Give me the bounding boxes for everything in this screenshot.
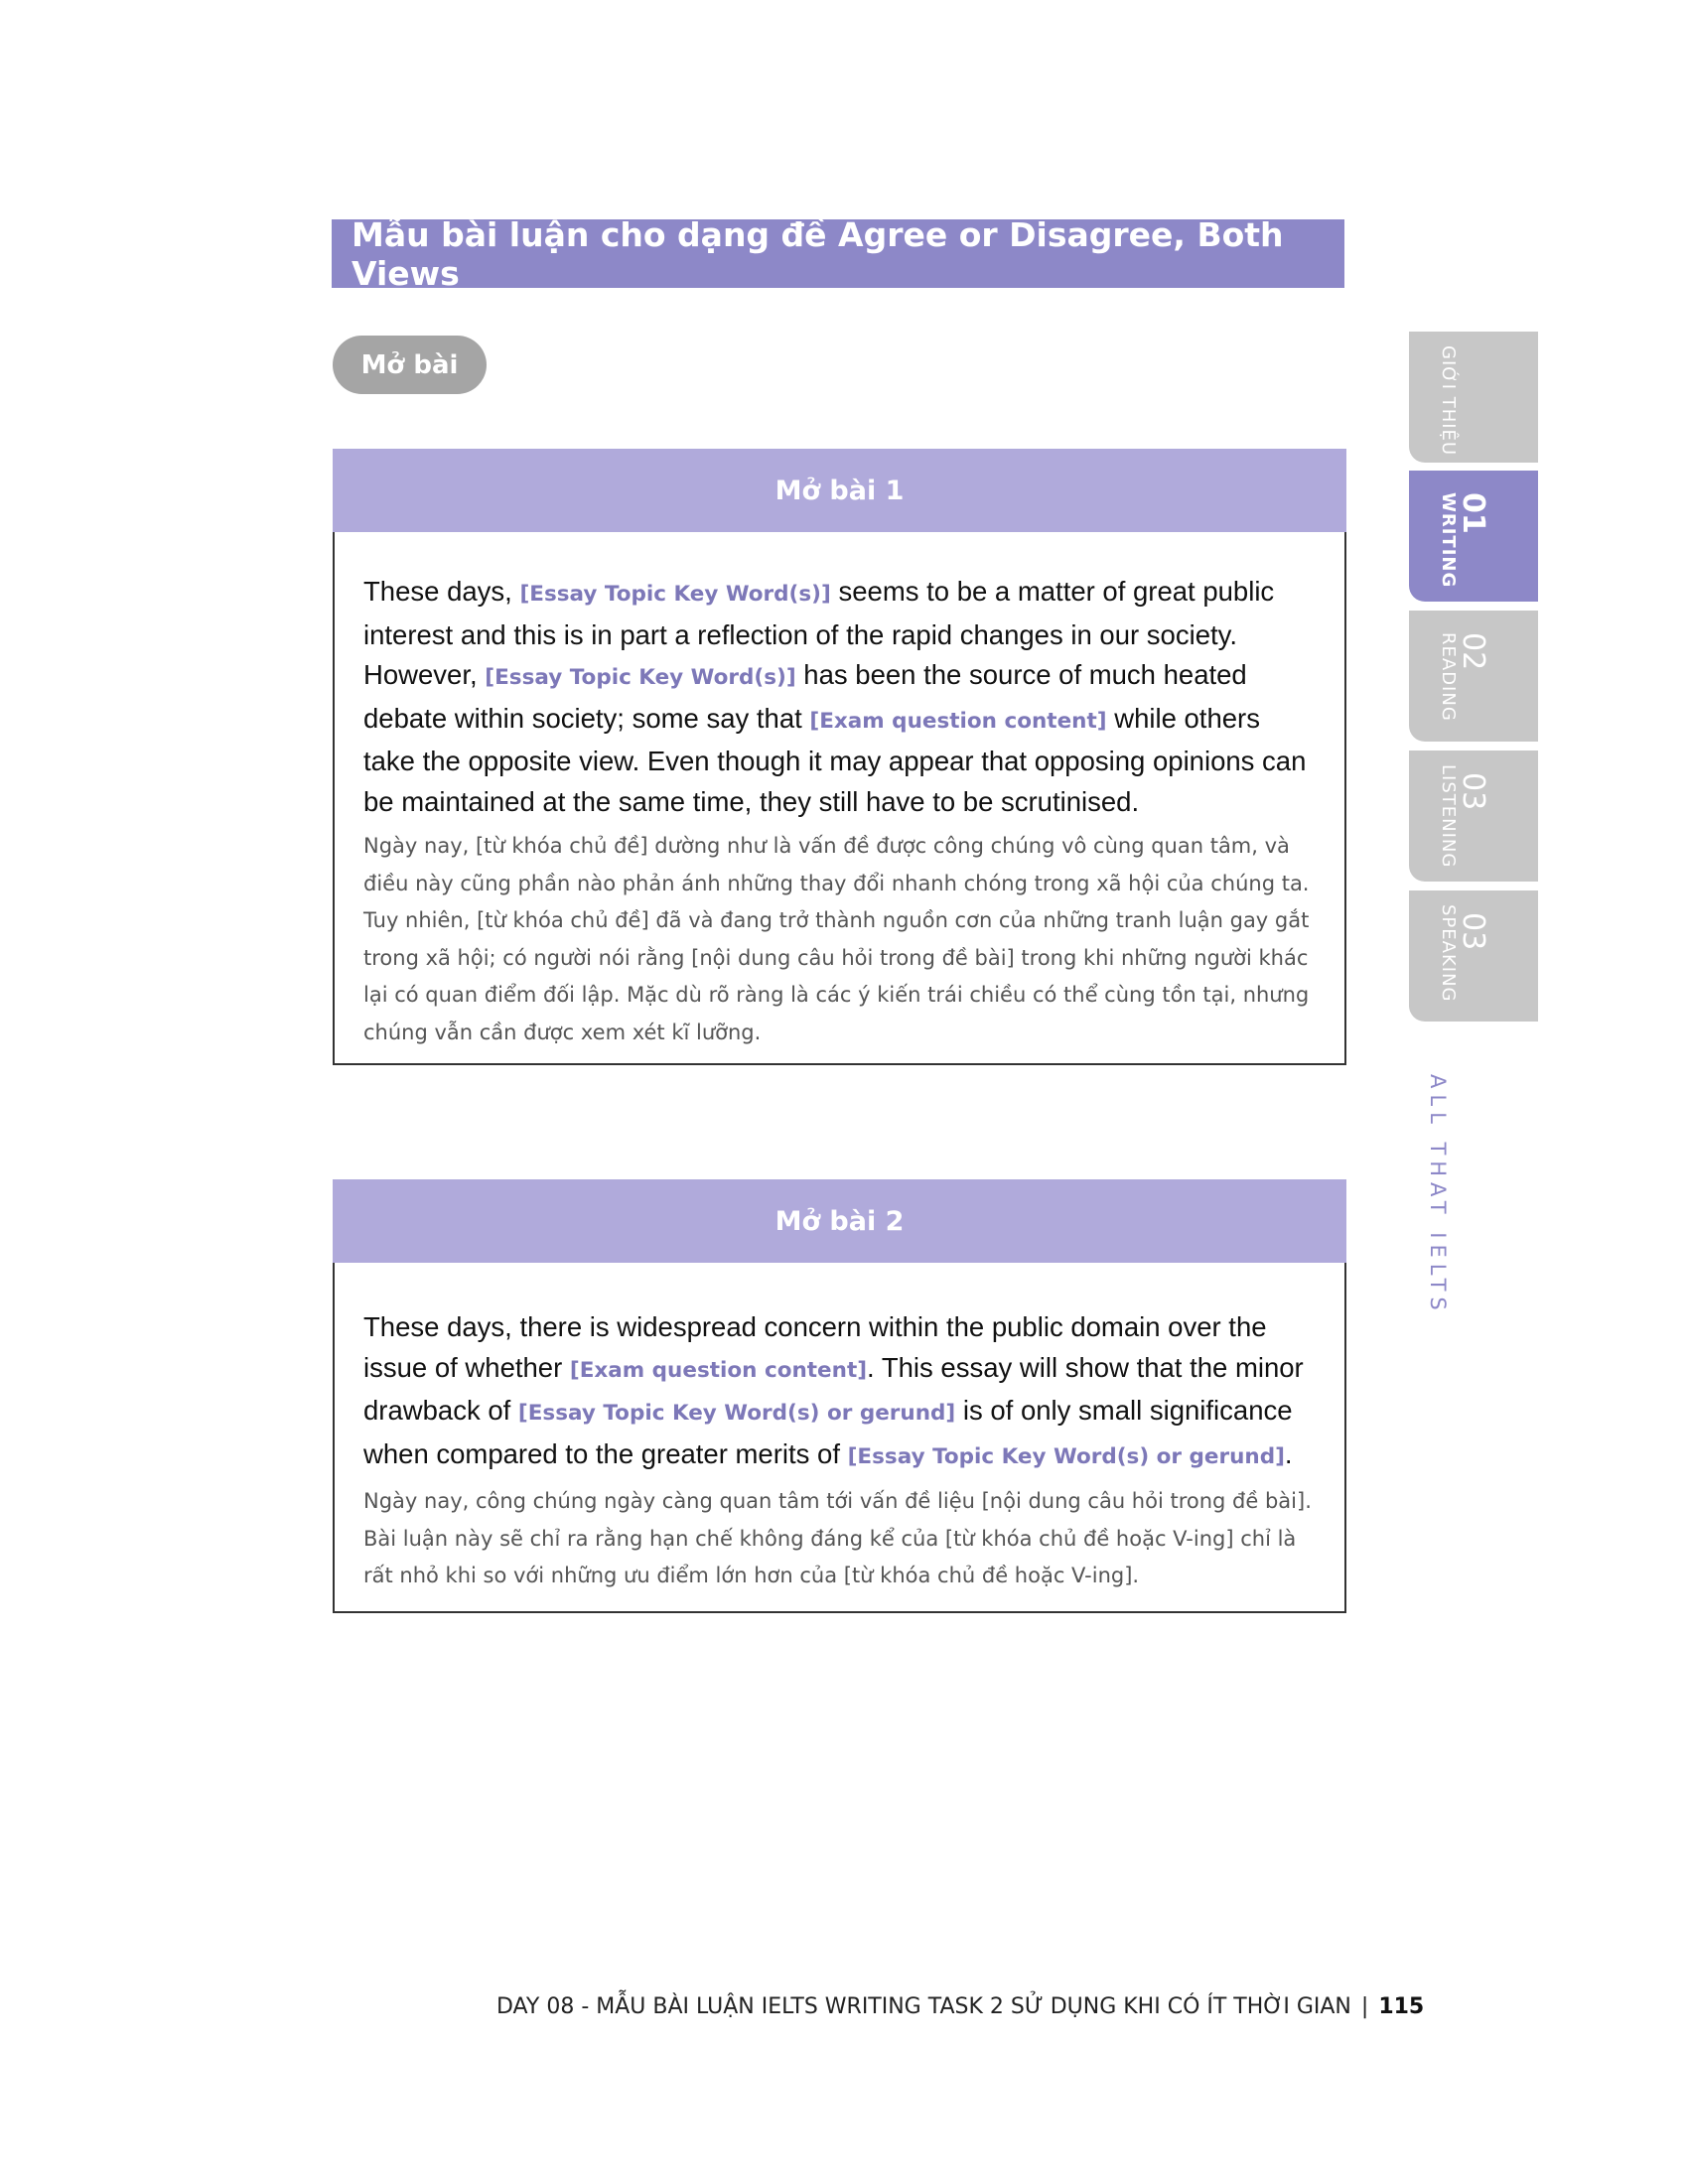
text-segment: is of only small significance when compared to the greater merits of (363, 1395, 1293, 1469)
intro-1-header: Mở bài 1 (333, 449, 1346, 532)
side-tab-gioi-thieu[interactable] (1409, 332, 1538, 463)
side-tab-number: 02 (1456, 632, 1490, 671)
side-tab-label: SPEAKING (1438, 904, 1459, 1003)
placeholder-highlight: [Essay Topic Key Word(s) or gerund] (517, 1401, 956, 1426)
text-segment: seems to be a matter of great public interest and this is in part a reflection of the rapid changes in our society. However, (363, 576, 1275, 690)
text-segment: . This essay will show that the minor drawback of (363, 1351, 1304, 1426)
placeholder-highlight: [Exam question content] (569, 1357, 868, 1383)
intro-2-english-text (363, 1307, 1317, 1477)
page-number: 115 (1378, 1994, 1425, 2019)
intro-2-header: Mở bài 2 (333, 1179, 1346, 1263)
side-tab-speaking[interactable] (1409, 890, 1538, 1022)
intro-2-vietnamese-translation: Ngày nay, công chúng ngày càng quan tâm tới vấn đề liệu [nội dung câu hỏi trong đề bài]. Bài luận này sẽ chỉ ra rằng hạn chế không đáng kể của [từ khóa chủ đề hoặc V-ing] chỉ là rất nhỏ khi so với những ưu điểm lớn hơn của [từ khóa chủ đề hoặc V-ing]. (363, 1489, 1312, 1587)
side-tab-number: 03 (1456, 772, 1490, 811)
text-segment: These days, there is widespread concern within the public domain over the issue of whether (363, 1311, 1267, 1383)
placeholder-highlight: [Essay Topic Key Word(s)] (485, 665, 796, 690)
brand-vertical-label: ALL THAT IELTS (1426, 1074, 1450, 1316)
page-title: Mẫu bài luận cho dạng đề Agree or Disagree, Both Views (332, 219, 1344, 288)
side-tab-label: LISTENING (1438, 764, 1459, 869)
text-segment: These days, (363, 576, 520, 607)
footer-running-title: DAY 08 - MẪU BÀI LUẬN IELTS WRITING TASK 2 SỬ DỤNG KHI CÓ ÍT THỜI GIAN (496, 1994, 1351, 2019)
text-segment: while others take the opposite view. Even though it may appear that opposing opinions can be maintained at the same time, they still have to be scrutinised. (363, 702, 1307, 817)
intro-1-box (333, 449, 1346, 1065)
side-tab-label: GIỚI THIỆU (1438, 345, 1459, 457)
side-tab-number: 01 (1456, 492, 1490, 534)
side-tab-listening[interactable] (1409, 751, 1538, 882)
side-tab-number: 03 (1456, 912, 1490, 951)
side-tab-writing[interactable] (1409, 471, 1538, 602)
placeholder-highlight: [Essay Topic Key Word(s) or gerund] (847, 1443, 1285, 1469)
intro-2-box (333, 1179, 1346, 1613)
placeholder-highlight: [Exam question content] (809, 708, 1107, 734)
text-segment: . (1284, 1437, 1293, 1469)
section-pill: Mở bài (333, 336, 487, 394)
intro-1-vietnamese-translation: Ngày nay, [từ khóa chủ đề] dường như là vấn đề được công chúng vô cùng quan tâm, và điều này cũng phần nào phản ánh những thay đổi nhanh chóng trong xã hội của chúng ta. Tuy nhiên, [từ khóa chủ đề] đã và đang trở thành nguồn cơn của những tranh luận gay gắt trong xã hội; có người nói rằng [nội dung câu hỏi trong đề bài] trong khi những người khác lại có quan điểm đối lập. Mặc dù rõ ràng là các ý kiến trái chiều có thể cùng tồn tại, nhưng chúng vẫn cần được xem xét kĩ lưỡng. (363, 834, 1310, 1044)
page-footer (496, 1994, 1424, 2019)
intro-1-english-text (363, 572, 1317, 822)
side-tab-label: READING (1438, 632, 1459, 722)
text-segment: has been the source of much heated debate within society; some say that (363, 659, 1247, 734)
side-tab-reading[interactable] (1409, 611, 1538, 742)
placeholder-highlight: [Essay Topic Key Word(s)] (519, 582, 831, 607)
side-tab-label: WRITING (1438, 492, 1459, 589)
footer-separator: | (1360, 1994, 1369, 2019)
